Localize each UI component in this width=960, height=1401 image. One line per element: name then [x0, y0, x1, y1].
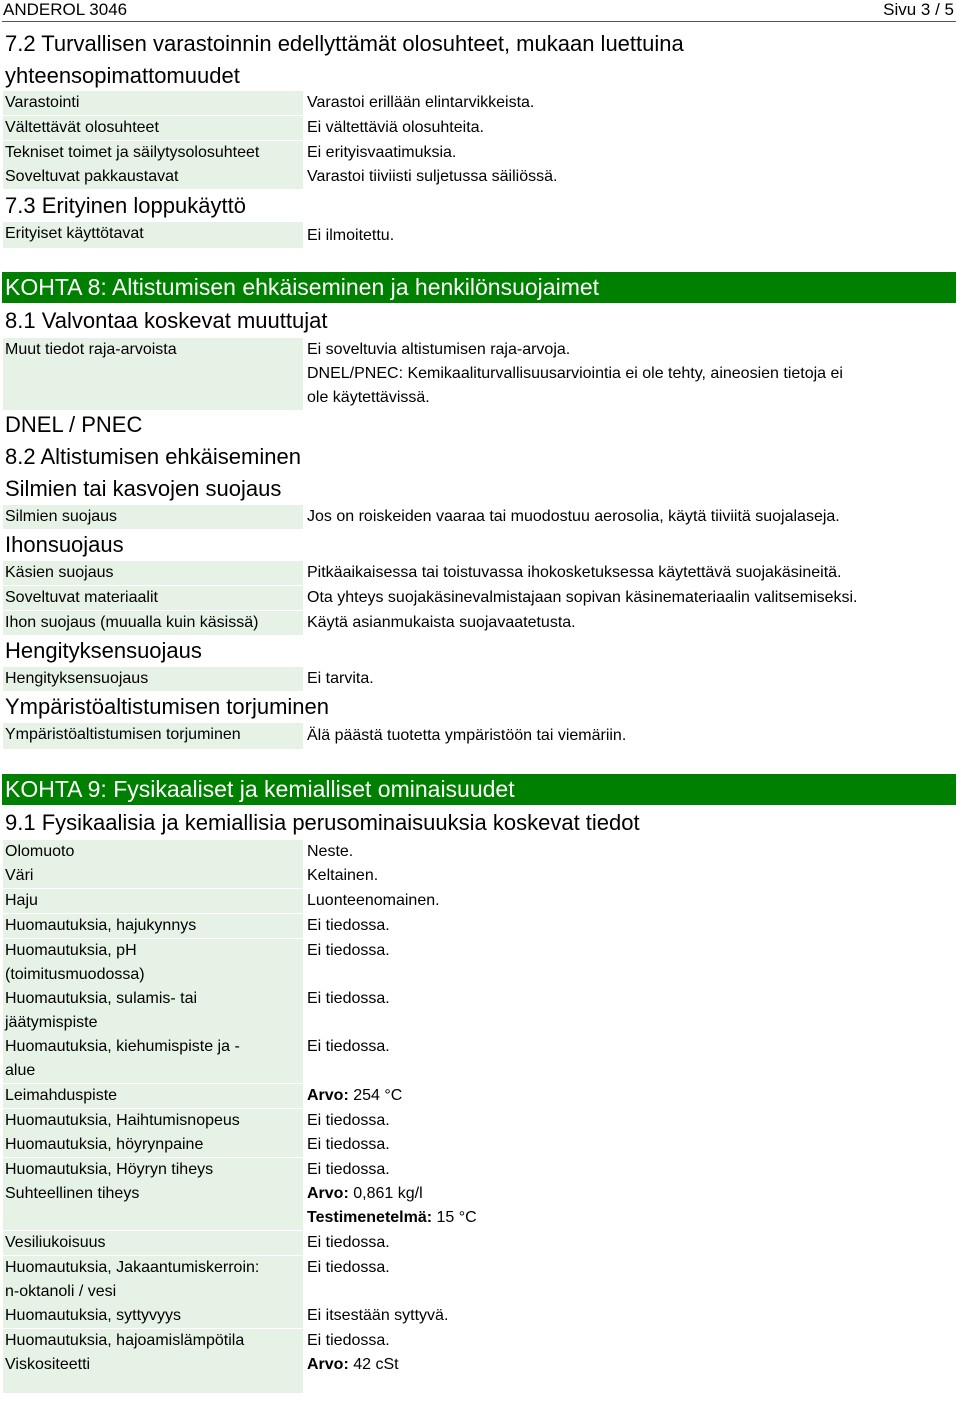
- environment-title: Ympäristöaltistumisen torjuminen: [5, 694, 330, 719]
- row-value-hengityksensuojaus: Ei tarvita.: [307, 670, 374, 687]
- section-9-1-title: 9.1 Fysikaalisia ja kemiallisia perusominaisuuksia koskevat tiedot: [5, 810, 640, 835]
- dnel-pnec-title: DNEL / PNEC: [5, 412, 143, 437]
- section-7-2-title-line1: 7.2 Turvallisen varastoinnin edellyttämät olosuhteet, mukaan luettuina: [5, 31, 684, 56]
- arvo-key: Arvo:: [307, 1356, 349, 1373]
- row-value-haihtumisnopeus: Ei tiedossa.: [307, 1112, 390, 1129]
- row-value-tekniset: Ei erityisvaatimuksia.: [307, 144, 457, 161]
- row-value-varastointi: Varastoi erillään elintarvikkeista.: [307, 94, 535, 111]
- row-value-vari: Keltainen.: [307, 867, 379, 884]
- row-label-leimahduspiste: Leimahduspiste: [3, 1084, 303, 1108]
- row-value-olomuoto: Neste.: [307, 843, 354, 860]
- row-label-hengityksensuojaus: Hengityksensuojaus: [3, 667, 303, 691]
- row-value-hajukynnys: Ei tiedossa.: [307, 917, 390, 934]
- row-label-kiehumispiste: [3, 1035, 303, 1083]
- section-8-1-title: 8.1 Valvontaa koskevat muuttujat: [5, 308, 328, 333]
- row-value-valtettavat: Ei vältettäviä olosuhteita.: [307, 119, 484, 136]
- row-value-silmien-suojaus: Jos on roiskeiden vaaraa tai muodostuu aerosolia, käytä tiiviitä suojalaseja.: [307, 508, 840, 525]
- row-label-hajoamislampotila: Huomautuksia, hajoamislämpötila: [3, 1329, 303, 1353]
- row-label-vari: Väri: [3, 864, 303, 888]
- header-divider: [2, 21, 956, 22]
- document-title: ANDEROL 3046: [3, 0, 128, 19]
- section-7-3-title: 7.3 Erityinen loppukäyttö: [5, 193, 246, 218]
- row-label-olomuoto: Olomuoto: [3, 840, 303, 864]
- row-value-ymparisto: Älä päästä tuotetta ympäristöön tai viemäriin.: [307, 727, 627, 744]
- row-label-sulamispiste: [3, 987, 303, 1035]
- row-label-sulamispiste-line2: jäätymispiste: [5, 1014, 98, 1031]
- row-label-pakkaustavat: Soveltuvat pakkaustavat: [3, 165, 303, 189]
- row-value-suhteellinen-tiheys: [307, 1182, 907, 1206]
- row-value-vesiliukoisuus: Ei tiedossa.: [307, 1234, 390, 1251]
- row-value-dnel-line1: DNEL/PNEC: Kemikaaliturvallisuusarviointia ei ole tehty, aineosien tietoja ei: [307, 365, 843, 382]
- row-value-materiaalit: Ota yhteys suojakäsinevalmistajaan sopivan käsinemateriaalin valitsemiseksi.: [307, 589, 858, 606]
- row-label-silmien-suojaus: Silmien suojaus: [3, 505, 303, 529]
- row-value-kiehumispiste: Ei tiedossa.: [307, 1038, 390, 1055]
- row-label-haihtumisnopeus: Huomautuksia, Haihtumisnopeus: [3, 1109, 303, 1133]
- row-label-kayttotavat: Erityiset käyttötavat: [3, 222, 303, 248]
- row-label-ihon-suojaus: Ihon suojaus (muualla kuin käsissä): [3, 611, 303, 635]
- page-number: Sivu 3 / 5: [883, 0, 954, 19]
- row-value-raja-arvot: Ei soveltuvia altistumisen raja-arvoja.: [307, 341, 571, 358]
- row-value-syttyvyys: Ei itsestään syttyvä.: [307, 1307, 449, 1324]
- row-label-kiehumispiste-line2: alue: [5, 1062, 36, 1079]
- row-label-vesiliukoisuus: Vesiliukoisuus: [3, 1231, 303, 1255]
- row-label-ph-line2: (toimitusmuodossa): [5, 966, 145, 983]
- row-value-haju: Luonteenomainen.: [307, 892, 440, 909]
- row-label-hoyrynpaine: Huomautuksia, höyrynpaine: [3, 1133, 303, 1157]
- row-label-suhteellinen-tiheys: Suhteellinen tiheys: [3, 1182, 303, 1230]
- respiratory-title: Hengityksensuojaus: [5, 638, 202, 663]
- row-value-sulamispiste: Ei tiedossa.: [307, 990, 390, 1007]
- row-label-sulamispiste-line1: Huomautuksia, sulamis- tai: [5, 990, 198, 1007]
- section-8-heading-text: KOHTA 8: Altistumisen ehkäiseminen ja henkilönsuojaimet: [5, 274, 600, 300]
- leimahduspiste-value: 254 °C: [353, 1087, 403, 1104]
- row-value-jakaantumiskerroin: Ei tiedossa.: [307, 1259, 390, 1276]
- row-label-viskositeetti: Viskositeetti: [3, 1353, 303, 1393]
- arvo-key: Arvo:: [307, 1185, 349, 1202]
- row-value-viskositeetti: [307, 1353, 907, 1377]
- row-label-ph: [3, 939, 303, 987]
- row-label-hoyryn-tiheys: Huomautuksia, Höyryn tiheys: [3, 1158, 303, 1182]
- skin-protection-title: Ihonsuojaus: [5, 532, 124, 557]
- row-label-haju: Haju: [3, 889, 303, 913]
- row-value-hoyryn-tiheys: Ei tiedossa.: [307, 1161, 390, 1178]
- testimenetelma-key: Testimenetelmä:: [307, 1209, 433, 1226]
- row-value-testimenetelma: [307, 1206, 907, 1230]
- tiheys-value: 0,861 kg/l: [353, 1185, 423, 1202]
- row-label-raja-arvot: Muut tiedot raja-arvoista: [3, 338, 303, 410]
- row-value-hoyrynpaine: Ei tiedossa.: [307, 1136, 390, 1153]
- section-8-heading: [2, 272, 956, 303]
- section-8-2-title: 8.2 Altistumisen ehkäiseminen: [5, 444, 301, 469]
- row-value-ihon-suojaus: Käytä asianmukaista suojavaatetusta.: [307, 614, 576, 631]
- testimenetelma-value: 15 °C: [436, 1209, 477, 1226]
- section-7-2-title-line2: yhteensopimattomuudet: [5, 63, 240, 88]
- row-label-hajukynnys: Huomautuksia, hajukynnys: [3, 914, 303, 938]
- arvo-key: Arvo:: [307, 1087, 349, 1104]
- row-label-materiaalit: Soveltuvat materiaalit: [3, 586, 303, 610]
- row-value-pakkaustavat: Varastoi tiiviisti suljetussa säiliössä.: [307, 168, 558, 185]
- row-label-varastointi: Varastointi: [3, 91, 303, 115]
- row-value-hajoamislampotila: Ei tiedossa.: [307, 1332, 390, 1349]
- viskositeetti-value: 42 cSt: [353, 1356, 399, 1373]
- row-label-jakaantumiskerroin: [3, 1256, 303, 1304]
- row-value-kasien-suojaus: Pitkäaikaisessa tai toistuvassa ihokosketuksessa käytettävä suojakäsineitä.: [307, 564, 842, 581]
- row-label-ymparisto: Ympäristöaltistumisen torjuminen: [3, 723, 303, 749]
- row-value-kayttotavat: Ei ilmoitettu.: [307, 227, 395, 244]
- row-value-ph: Ei tiedossa.: [307, 942, 390, 959]
- row-label-syttyvyys: Huomautuksia, syttyvyys: [3, 1304, 303, 1328]
- row-label-kiehumispiste-line1: Huomautuksia, kiehumispiste ja -: [5, 1038, 240, 1055]
- row-value-leimahduspiste: [307, 1084, 907, 1108]
- row-label-valtettavat: Vältettävät olosuhteet: [3, 116, 303, 140]
- row-label-ph-line1: Huomautuksia, pH: [5, 942, 137, 959]
- section-9-heading-text: KOHTA 9: Fysikaaliset ja kemialliset ominaisuudet: [5, 776, 515, 802]
- eye-protection-title: Silmien tai kasvojen suojaus: [5, 476, 282, 501]
- section-9-heading: [2, 774, 956, 805]
- row-label-jakaantumiskerroin-line2: n-oktanoli / vesi: [5, 1283, 117, 1300]
- row-label-tekniset: Tekniset toimet ja säilytysolosuhteet: [3, 141, 303, 165]
- row-label-kasien-suojaus: Käsien suojaus: [3, 561, 303, 585]
- row-value-dnel-line2: ole käytettävissä.: [307, 389, 430, 406]
- row-label-jakaantumiskerroin-line1: Huomautuksia, Jakaantumiskerroin:: [5, 1259, 260, 1276]
